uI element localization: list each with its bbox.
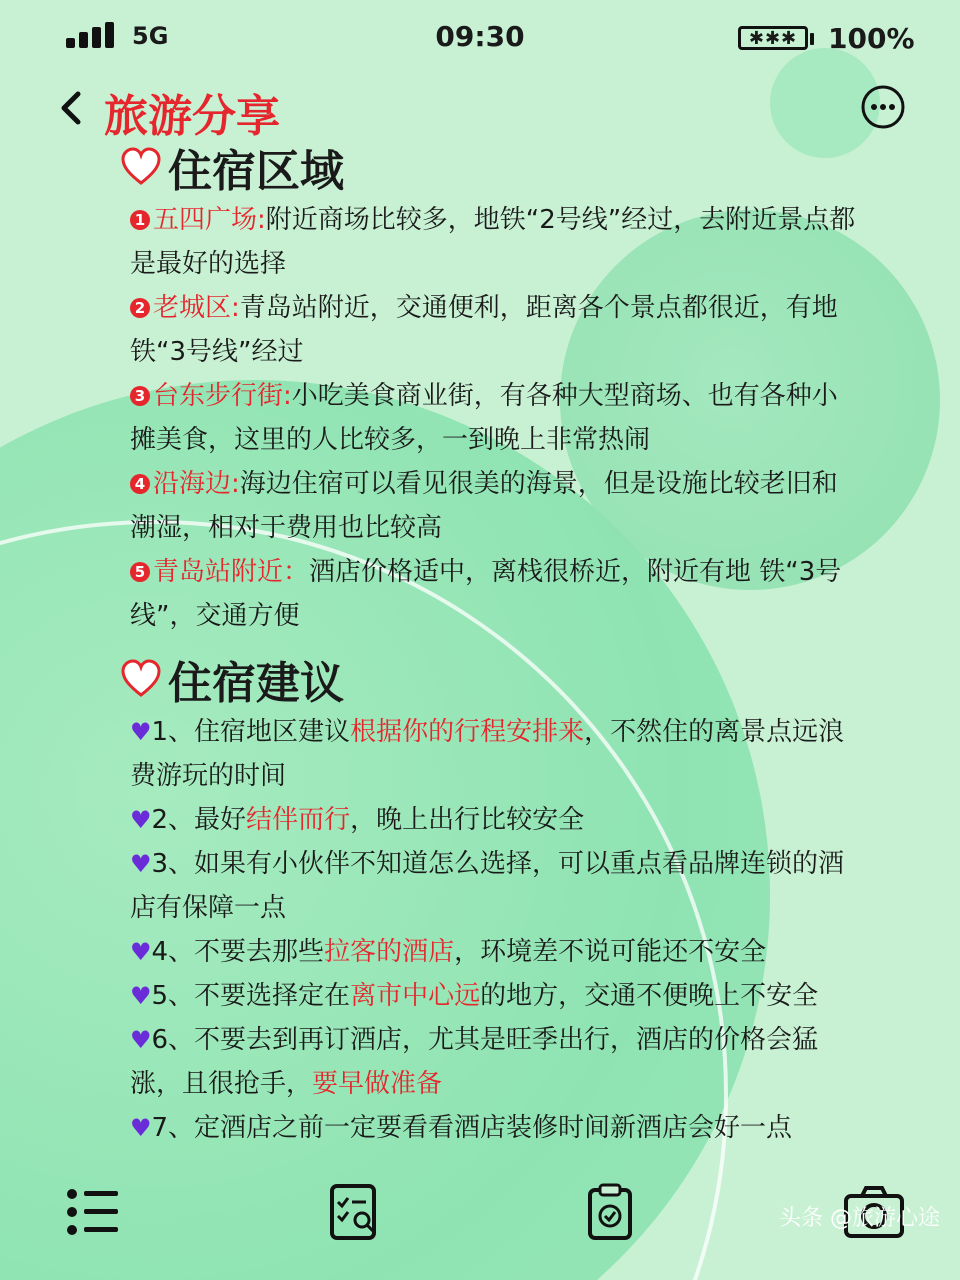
tip-item: [130, 1106, 860, 1150]
purple-heart-icon: ♥: [130, 1026, 152, 1054]
tip-text: 7、定酒店之前一定要看看酒店装修时间新酒店会好一点: [151, 1113, 793, 1143]
nav-bar: [0, 78, 960, 142]
area-item: [130, 550, 860, 638]
bottom-toolbar: [0, 1180, 960, 1250]
tip-text: 4、不要去那些: [151, 937, 325, 967]
purple-heart-icon: ♥: [130, 806, 152, 834]
tip-item: [130, 842, 860, 930]
purple-heart-icon: ♥: [130, 982, 152, 1010]
checklist-icon[interactable]: [322, 1180, 386, 1244]
back-icon[interactable]: [58, 88, 84, 128]
area-item: [130, 374, 860, 462]
tip-text: 3、如果有小伙伴不知道怎么选择，可以重点看品牌连锁的酒店有保障一点: [130, 849, 845, 923]
heart-icon: [120, 146, 162, 188]
area-text: 酒店价格适中，离栈很桥近，附近有地 铁“3号线”，交通方便: [130, 557, 842, 631]
battery-icon: ✱✱✱: [738, 26, 808, 50]
tip-highlight: 结伴而行: [246, 805, 351, 835]
tip-item: [130, 798, 860, 842]
watermark: 头条 @旅游心途: [779, 1206, 940, 1231]
tip-text: 的地方，交通不便晚上不安全: [480, 981, 819, 1011]
tip-item: [130, 974, 860, 1018]
menu-icon[interactable]: [62, 1180, 126, 1244]
article-content: [130, 138, 860, 1150]
tip-text: 2、最好: [151, 805, 247, 835]
tip-item: [130, 710, 860, 798]
area-name: 青岛站附近：: [153, 557, 310, 587]
area-text: 青岛站附近，交通便利，距离各个景点都很近，有地铁“3号线”经过: [130, 293, 838, 367]
purple-heart-icon: ♥: [130, 850, 152, 878]
tip-text: 5、不要选择定在: [151, 981, 351, 1011]
heart-icon: [120, 658, 162, 700]
tip-highlight: 拉客的酒店: [324, 937, 455, 967]
more-icon[interactable]: [860, 84, 906, 130]
area-item: [130, 462, 860, 550]
section-title: 住宿建议: [168, 658, 344, 709]
tip-text: ，环境差不说可能还不安全: [454, 937, 767, 967]
tip-text: 6、不要去到再订酒店，尤其是旺季出行，酒店的价格会猛涨，且很抢手，: [130, 1025, 819, 1099]
tip-highlight: 要早做准备: [312, 1069, 443, 1099]
number-badge: 1: [130, 210, 150, 230]
battery-tip: [810, 33, 814, 45]
tip-text: ，晚上出行比较安全: [350, 805, 585, 835]
purple-heart-icon: ♥: [130, 938, 152, 966]
tip-list: [130, 710, 860, 1150]
clock: 09:30: [435, 20, 525, 53]
section-title-area: [130, 138, 860, 196]
number-badge: 3: [130, 386, 150, 406]
tip-item: [130, 1018, 860, 1106]
tip-highlight: 根据你的行程安排来: [350, 717, 585, 747]
battery-percent: 100%: [828, 22, 915, 55]
area-text: 小吃美食商业街，有各种大型商场、也有各种小摊美食，这里的人比较多，一到晚上非常热闹: [130, 381, 838, 455]
area-list: [130, 198, 860, 638]
purple-heart-icon: ♥: [130, 1114, 152, 1142]
area-item: [130, 286, 860, 374]
section-title-advice: [130, 650, 860, 708]
tip-text: ，不然住的离景点远浪费游玩的时间: [130, 717, 845, 791]
area-text: 附近商场比较多，地铁“2号线”经过，去附近景点都是最好的选择: [130, 205, 856, 279]
area-name: 台东步行街:: [153, 381, 292, 411]
area-name: 老城区:: [153, 293, 240, 323]
number-badge: 5: [130, 562, 150, 582]
tip-highlight: 离市中心远: [350, 981, 481, 1011]
number-badge: 2: [130, 298, 150, 318]
section-title: 住宿区域: [168, 146, 344, 197]
area-item: [130, 198, 860, 286]
tip-text: 1、住宿地区建议: [151, 717, 351, 747]
page-title: 旅游分享: [104, 91, 280, 142]
clipboard-icon[interactable]: [578, 1180, 642, 1244]
network-label: 5G: [132, 22, 169, 50]
tip-item: [130, 930, 860, 974]
number-badge: 4: [130, 474, 150, 494]
purple-heart-icon: ♥: [130, 718, 152, 746]
area-text: 海边住宿可以看见很美的海景，但是设施比较老旧和潮湿，相对于费用也比较高: [130, 469, 838, 543]
area-name: 五四广场:: [153, 205, 266, 235]
status-bar: [0, 0, 960, 78]
area-name: 沿海边:: [153, 469, 240, 499]
